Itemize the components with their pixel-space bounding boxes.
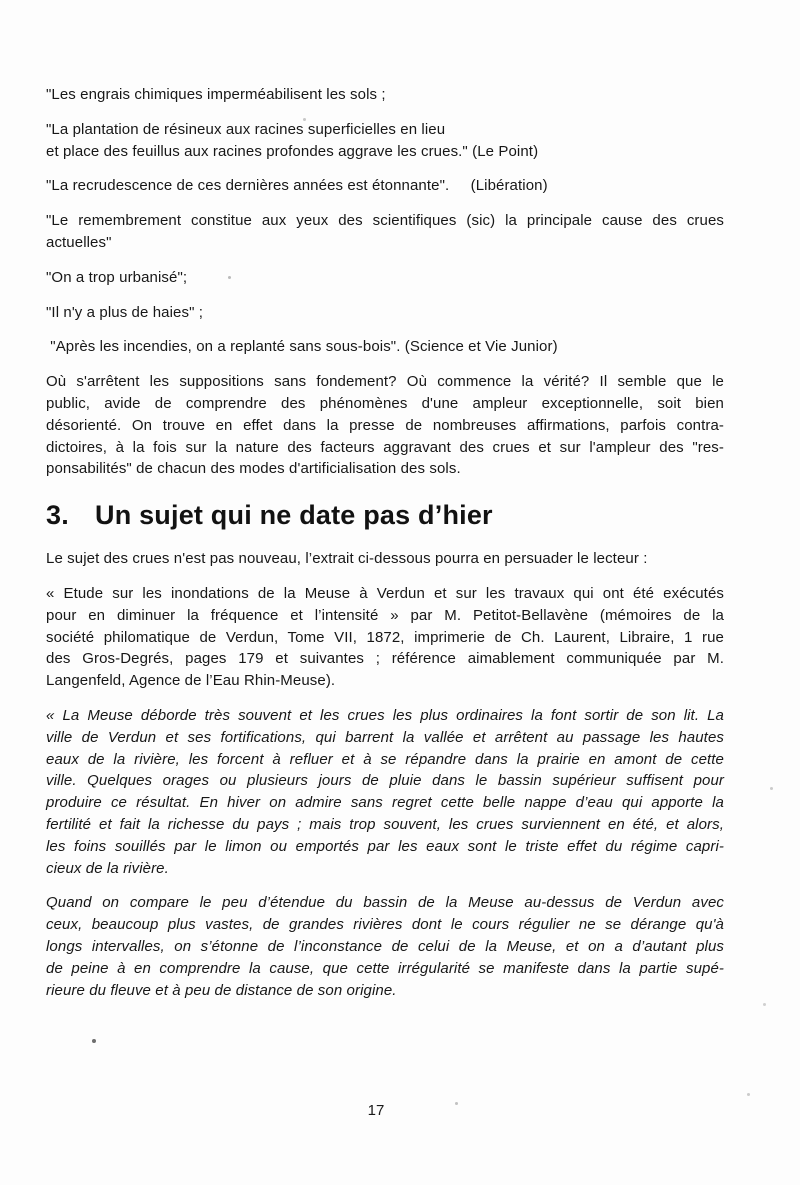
text-line: public, avide de comprendre des phénomènes d'une ampleur exceptionnelle, soit bien — [46, 394, 724, 412]
section-heading-title: Un sujet qui ne date pas d’hier — [95, 500, 493, 531]
text-line: "Il n'y a plus de haies" ; — [46, 303, 204, 321]
quote-haies — [46, 302, 724, 324]
extrait-meuse-1 — [46, 705, 724, 879]
text-line: actuelles" — [46, 233, 112, 251]
page-number: 17 — [367, 1102, 385, 1119]
page-text — [46, 84, 724, 1014]
text-line: de peine à en comprendre la cause, que cette irrégularité se manifeste dans la partie supé- — [46, 959, 724, 977]
quote-remembrement — [46, 210, 724, 254]
section-heading-number: 3. — [46, 500, 69, 531]
text-line: société philomatique de Verdun, Tome VII, 1872, imprimerie de Ch. Laurent, Libraire, 1 rue — [46, 628, 724, 646]
quote-incendies — [46, 336, 724, 358]
text-line: "Les engrais chimiques imperméabilisent les sols ; — [46, 86, 386, 103]
text-line: Quand on compare le peu d’étendue du bassin de la Meuse au-dessus de Verdun avec — [46, 894, 724, 912]
text-line: ponsabilités" de chacun des modes d'artificialisation des sols. — [46, 460, 461, 478]
text-line: "Après les incendies, on a replanté sans sous-bois". (Science et Vie Junior) — [46, 338, 558, 356]
text-line: "On a trop urbanisé"; — [46, 268, 188, 286]
para-reference — [46, 583, 724, 692]
text-line: et place des feuillus aux racines profondes aggrave les crues." (Le Point) — [46, 142, 539, 160]
text-line: longs intervalles, on s’étonne de l’inconstance de celui de la Meuse, et on a d’autant plus — [46, 937, 724, 955]
para-suppositions — [46, 371, 724, 480]
text-line: les foins souillés par le limon ou emportés par les eaux sont le triste effet du régime capri- — [46, 837, 724, 855]
text-line: Langenfeld, Agence de l’Eau Rhin-Meuse). — [46, 672, 336, 690]
text-line: rieure du fleuve et à peu de distance de son origine. — [46, 981, 397, 999]
quote-engrais — [46, 84, 724, 106]
scan-speck — [747, 1093, 750, 1096]
text-line: produire ce résultat. En hiver on admire sans regret cette belle nappe d’eau qui apporte la — [46, 794, 724, 812]
text-line: cieux de la rivière. — [46, 859, 169, 877]
text-line: des Gros-Degrés, pages 179 et suivantes ; référence aimablement communiquée par M. — [46, 650, 724, 668]
text-line: "Le remembrement constitue aux yeux des scientifiques (sic) la principale cause des crues — [46, 212, 724, 230]
text-line: Le sujet des crues n'est pas nouveau, l’extrait ci-dessous pourra en persuader le lecteur : — [46, 550, 648, 568]
text-line: ville de Verdun et ses fortifications, qui barrent la vallée et arrêtent au passage les hautes — [46, 728, 724, 746]
quote-urbanise — [46, 267, 724, 289]
text-line: eaux de la rivière, les forcent à refluer et à se répandre dans la prairie en amont de cette — [46, 750, 724, 768]
quote-recrudescence — [46, 175, 724, 197]
section-heading — [46, 498, 724, 532]
text-line: fertilité et fait la richesse du pays ; mais trop souvent, les crues surviennent en été, et alors, — [46, 815, 724, 833]
text-line: « La Meuse déborde très souvent et les crues les plus ordinaires la font sortir de son lit. La — [46, 706, 724, 724]
extrait-meuse-2 — [46, 892, 724, 1001]
text-line: « Etude sur les inondations de la Meuse à Verdun et sur les travaux qui ont été exécutés — [46, 584, 724, 602]
text-line: pour en diminuer la fréquence et l’intensité » par M. Petitot-Bellavène (mémoires de la — [46, 606, 724, 624]
text-line: désorienté. On trouve en effet dans la presse de nombreuses affirmations, parfois contra- — [46, 416, 724, 434]
quote-plantation — [46, 119, 724, 163]
text-line: ceux, beaucoup plus vastes, de grandes rivières dont le cours régulier ne se dérange qu'à — [46, 916, 724, 934]
text-line: "La recrudescence de ces dernières années est étonnante". (Libération) — [46, 177, 548, 195]
scan-speck — [92, 1039, 96, 1043]
scan-speck — [770, 787, 773, 790]
text-line: ville. Quelques orages ou plusieurs jours de pluie dans le bassin supérieur suffisent pour — [46, 772, 724, 790]
text-line: Où s'arrêtent les suppositions sans fondement? Où commence la vérité? Il semble que le — [46, 373, 724, 391]
text-line: "La plantation de résineux aux racines superficielles en lieu — [46, 120, 446, 138]
text-line: dictoires, à la fois sur la nature des facteurs aggravant des crues et sur l'ampleur des "res- — [46, 438, 724, 456]
scan-speck — [763, 1003, 766, 1006]
para-intro-extrait — [46, 548, 724, 570]
